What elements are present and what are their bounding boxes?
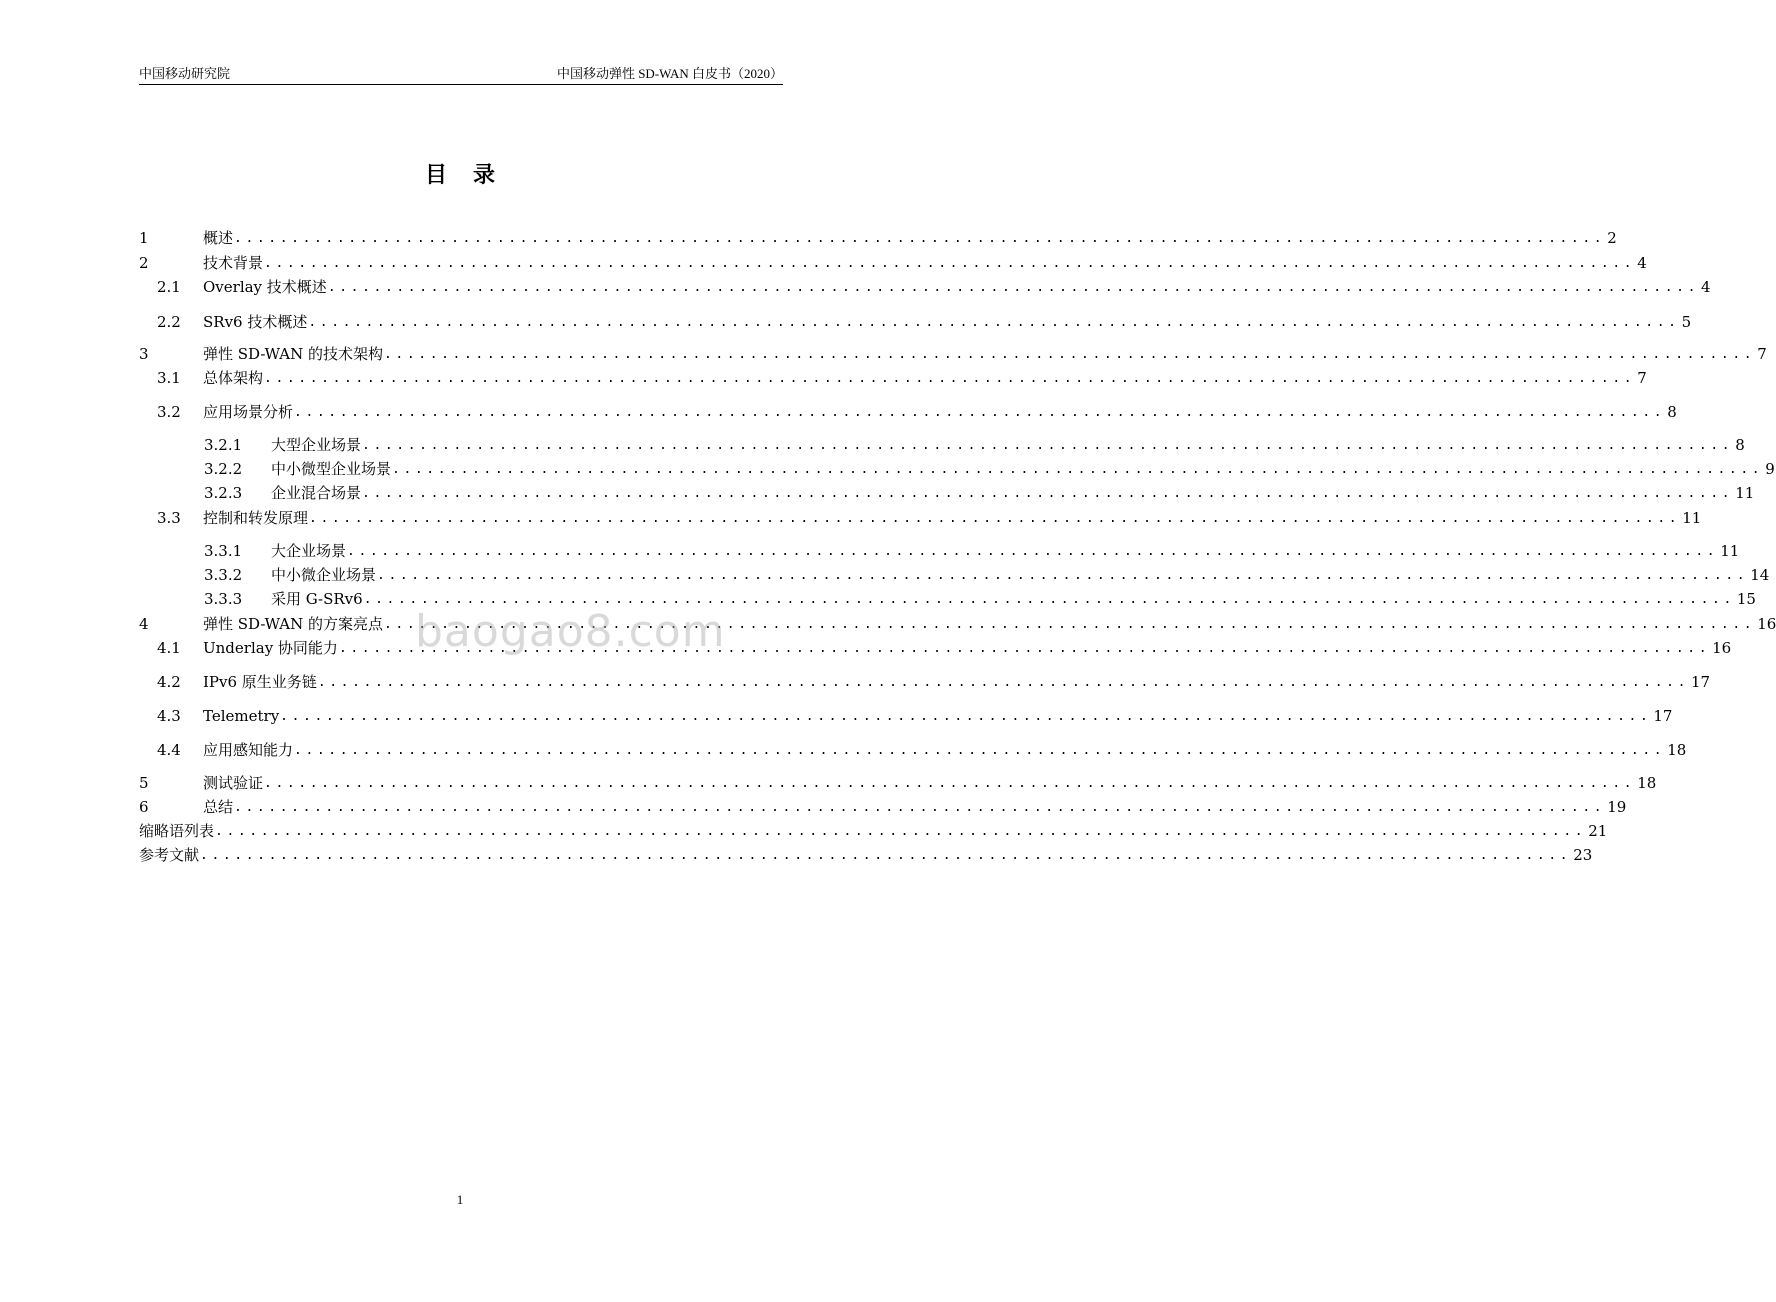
toc-leader-dots: ........................................................................................................................ xyxy=(363,592,1735,607)
toc-entry-label: 控制和转发原理 xyxy=(203,509,309,527)
toc-entry[interactable] xyxy=(139,277,1711,297)
toc-entry[interactable] xyxy=(139,773,1657,793)
toc-entry-number: 3.2.2 xyxy=(204,460,243,478)
toc-entry-page: 17 xyxy=(1653,707,1673,725)
toc-entry-page: 8 xyxy=(1667,403,1677,421)
toc-entry-page: 11 xyxy=(1720,542,1740,560)
page-title: 目录 xyxy=(424,163,521,188)
toc-entry-label: 中小微企业场景 xyxy=(271,566,377,584)
toc-entry-number: 2 xyxy=(139,254,149,272)
toc-entry-page: 16 xyxy=(1757,615,1776,633)
toc-leader-dots: ........................................................................................................................ xyxy=(362,438,1734,453)
toc-entry-page: 2 xyxy=(1607,229,1617,247)
running-header xyxy=(139,66,783,84)
toc-entry-label: 企业混合场景 xyxy=(271,484,362,502)
toc-entry-label: Overlay 技术概述 xyxy=(203,278,327,296)
toc-entry-number: 4.2 xyxy=(157,673,181,691)
toc-entry-page: 14 xyxy=(1750,566,1770,584)
toc-leader-dots: ........................................................................................................................ xyxy=(264,256,1636,271)
toc-entry-number: 3.3 xyxy=(157,509,181,527)
toc-entry-number: 1 xyxy=(139,229,149,247)
toc-leader-dots: ........................................................................................................................ xyxy=(384,347,1756,362)
toc-leader-dots: ........................................................................................................................ xyxy=(234,800,1606,815)
toc-leader-dots: ........................................................................................................................ xyxy=(377,568,1749,583)
toc-entry-label: 参考文献 xyxy=(139,846,200,864)
toc-leader-dots: ........................................................................................................................ xyxy=(294,405,1666,420)
toc-entry[interactable] xyxy=(139,459,1775,479)
toc-entry-page: 23 xyxy=(1573,846,1593,864)
toc-entry[interactable] xyxy=(139,706,1673,726)
toc-entry-number: 3.3.3 xyxy=(204,590,243,608)
toc-entry[interactable] xyxy=(139,672,1711,692)
header-right-text: 中国移动弹性 SD-WAN 白皮书（2020） xyxy=(556,66,783,81)
toc-entry-label: Telemetry xyxy=(203,707,280,725)
toc-entry-page: 4 xyxy=(1637,254,1647,272)
toc-entry-label: 总结 xyxy=(203,798,234,816)
toc-entry-number: 2.2 xyxy=(157,313,181,331)
toc-entry-label: 概述 xyxy=(203,229,234,247)
toc-entry[interactable] xyxy=(139,312,1692,332)
toc-entry-number: 4.3 xyxy=(157,707,181,725)
toc-entry-label: 大企业场景 xyxy=(271,542,347,560)
toc-entry-number: 4.1 xyxy=(157,639,181,657)
toc-entry-page: 21 xyxy=(1588,822,1608,840)
toc-entry-page: 7 xyxy=(1757,345,1767,363)
toc-entry-page: 11 xyxy=(1682,509,1702,527)
toc-entry-page: 19 xyxy=(1607,798,1627,816)
toc-leader-dots: ........................................................................................................................ xyxy=(309,511,1681,526)
toc-entry[interactable] xyxy=(139,483,1755,503)
toc-entry[interactable] xyxy=(139,565,1770,585)
toc-entry-page: 18 xyxy=(1637,774,1657,792)
toc-entry[interactable] xyxy=(139,740,1687,760)
toc-leader-dots: ........................................................................................................................ xyxy=(347,544,1719,559)
toc-entry-page: 11 xyxy=(1735,484,1755,502)
toc-entry[interactable] xyxy=(139,253,1647,273)
toc-entry[interactable] xyxy=(139,541,1740,561)
toc-entry-number: 2.1 xyxy=(157,278,181,296)
toc-leader-dots: ........................................................................................................................ xyxy=(338,641,1711,656)
toc-entry-page: 5 xyxy=(1681,313,1692,331)
toc-entry-number: 4.4 xyxy=(157,741,181,759)
page-number: 1 xyxy=(456,1192,464,1207)
toc-entry-number: 3 xyxy=(139,345,149,363)
toc-entry-number: 3.3.1 xyxy=(204,542,243,560)
toc-leader-dots: ........................................................................................................................ xyxy=(294,743,1666,758)
toc-entry-page: 8 xyxy=(1735,436,1745,454)
toc-entry[interactable] xyxy=(139,821,1608,841)
toc-entry-number: 3.2.3 xyxy=(204,484,243,502)
toc-leader-dots: ........................................................................................................................ xyxy=(234,231,1606,246)
toc-leader-dots: ........................................................................................................................ xyxy=(264,776,1636,791)
toc-leader-dots: ........................................................................................................................ xyxy=(384,617,1756,632)
toc-entry-label: 测试验证 xyxy=(203,774,264,792)
toc-entry[interactable] xyxy=(139,368,1647,388)
toc-entry[interactable] xyxy=(139,344,1767,364)
toc-leader-dots: ........................................................................................................................ xyxy=(392,462,1764,477)
toc-entry-number: 4 xyxy=(139,615,149,633)
toc-leader-dots: ........................................................................................................................ xyxy=(200,848,1572,863)
toc-entry-label: 应用场景分析 xyxy=(203,403,294,421)
toc-entry[interactable] xyxy=(139,402,1677,422)
toc-entry-number: 3.2.1 xyxy=(204,436,243,454)
toc-entry-label: 中小微型企业场景 xyxy=(271,460,392,478)
toc-entry-label: 缩略语列表 xyxy=(139,822,215,840)
header-left-text: 中国移动研究院 xyxy=(139,66,231,81)
toc-entry[interactable] xyxy=(139,845,1593,865)
toc-entry-number: 3.2 xyxy=(157,403,181,421)
toc-leader-dots: ........................................................................................................................ xyxy=(264,371,1636,386)
toc-entry-label: SRv6 技术概述 xyxy=(203,313,308,331)
toc-leader-dots: ........................................................................................................................ xyxy=(280,709,1652,724)
toc-entry-label: IPv6 原生业务链 xyxy=(203,673,317,691)
toc-entry-label: 弹性 SD-WAN 的方案亮点 xyxy=(203,615,383,633)
toc-entry-label: 大型企业场景 xyxy=(271,436,362,454)
toc-entry[interactable] xyxy=(139,797,1627,817)
toc-entry-page: 17 xyxy=(1691,673,1711,691)
toc-entry-number: 3.1 xyxy=(157,369,181,387)
toc-entry-page: 4 xyxy=(1701,278,1711,296)
watermark: baogao8.com xyxy=(415,606,726,657)
toc-leader-dots: ........................................................................................................................ xyxy=(317,675,1690,690)
toc-entry-label: 弹性 SD-WAN 的技术架构 xyxy=(203,345,383,363)
toc-leader-dots: ........................................................................................................................ xyxy=(308,315,1680,330)
toc-entry-page: 16 xyxy=(1712,639,1732,657)
toc-entry-page: 9 xyxy=(1765,460,1775,478)
toc-entry-label: 采用 G-SRv6 xyxy=(271,590,363,608)
header-rule xyxy=(139,84,783,85)
toc-entry-label: 应用感知能力 xyxy=(203,741,294,759)
toc-entry[interactable] xyxy=(139,435,1745,455)
toc-entry[interactable] xyxy=(139,508,1702,528)
toc-leader-dots: ........................................................................................................................ xyxy=(215,824,1587,839)
toc-entry-label: 技术背景 xyxy=(203,254,264,272)
toc-entry-number: 5 xyxy=(139,774,149,792)
toc-entry-page: 7 xyxy=(1637,369,1647,387)
toc-entry-number: 6 xyxy=(139,798,149,816)
toc-leader-dots: ........................................................................................................................ xyxy=(327,280,1700,295)
toc-entry-page: 15 xyxy=(1736,590,1756,608)
toc-leader-dots: ........................................................................................................................ xyxy=(362,486,1734,501)
toc-entry-label: 总体架构 xyxy=(203,369,264,387)
toc-entry-label: Underlay 协同能力 xyxy=(203,639,338,657)
toc-entry[interactable] xyxy=(139,228,1617,248)
toc-entry-number: 3.3.2 xyxy=(204,566,243,584)
toc-entry-page: 18 xyxy=(1667,741,1687,759)
